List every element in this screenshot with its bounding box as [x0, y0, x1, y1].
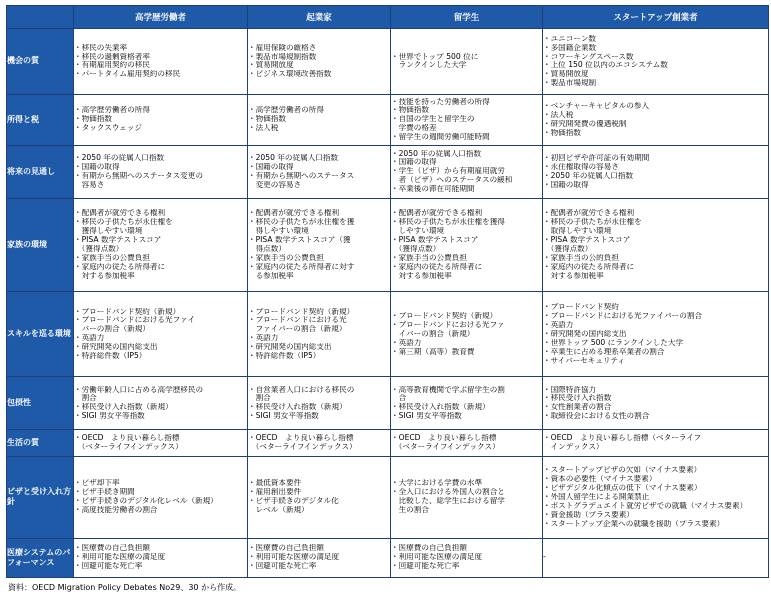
- table-cell: [543, 29, 769, 95]
- cell-item: ・医療費の自己負担額: [391, 544, 467, 553]
- table-cell: [391, 538, 543, 577]
- cell-item: ・第三期（高等）教育費: [391, 347, 475, 356]
- cell-item: ・世界でトップ 500 位に: [391, 52, 479, 61]
- table-cell: [74, 430, 248, 457]
- table-cell: [543, 292, 769, 377]
- cell-item: 容易さ: [74, 180, 105, 189]
- cell-item: ランクインした大学: [391, 61, 467, 70]
- cell-item: ・ブロードバンドにおける光: [248, 316, 347, 325]
- cell-item: ・ビジネス環境改善指数: [248, 70, 332, 79]
- cell-item: ・有期雇用契約の移民: [74, 61, 150, 70]
- cell-item: ・英語力: [543, 320, 574, 329]
- cell-item: ・ポストグラデュエイト就労ビザでの就職（マイナス要素）: [543, 501, 748, 510]
- row-header: 生活の質: [7, 430, 74, 457]
- cell-item: ・研究開発の国内総支出: [248, 343, 332, 352]
- cell-item: ・高等教育機関で学ぶ留学生の割: [391, 385, 505, 394]
- row-header: 医療システムのパフォーマンス: [7, 538, 74, 577]
- cell-item: ・回避可能な死亡率: [391, 562, 460, 571]
- row-header: 包摂性: [7, 377, 74, 430]
- cell-item: ・配偶者が就労できる権利: [543, 209, 635, 218]
- cell-item: ・ビザデジタル化傾点の低下（マイナス要素）: [543, 483, 702, 492]
- table-cell: [248, 292, 391, 377]
- cell-item: ・留学生の週間労働可能時間: [391, 133, 490, 142]
- cell-item: ・スタートアップビザの欠如（マイナス要素）: [543, 466, 702, 475]
- cell-item: ・研究開発費の優遇税制: [543, 119, 627, 128]
- table-row: [7, 94, 769, 145]
- cell-item: ・学生（ビザ）から有期雇用就労: [391, 167, 505, 176]
- cell-item: 学費の格差: [391, 124, 437, 133]
- cell-item: ・研究開発の国内総支出: [74, 343, 158, 352]
- cell-item: 対する参加税率: [543, 271, 604, 280]
- cell-item: ・製品市場規制指数: [248, 52, 317, 61]
- cell-item: ・卒業後の滞在可能期間: [391, 185, 475, 194]
- table-cell: [74, 198, 248, 291]
- table-cell: [74, 145, 248, 198]
- cell-item: ・家庭内の従たる所得者に: [543, 262, 635, 271]
- column-header: スタートアップ創業者: [543, 6, 769, 29]
- cell-item: ・家庭内の従たる所得者に対す: [248, 262, 355, 271]
- cell-item: （ベターライフインデックス）: [391, 443, 500, 452]
- table-cell: [543, 94, 769, 145]
- cell-item: ・特許総件数（IP5）: [248, 352, 321, 361]
- cell-item: ・コワーキングスペース数: [543, 52, 634, 61]
- cell-item: ・OECD より良い暮らし指標: [248, 434, 354, 443]
- table-row: [7, 456, 769, 538]
- cell-item: ・スタートアップ企業への就職を援助（プラス要素）: [543, 519, 725, 528]
- cell-item: ・タックスウェッジ: [74, 124, 142, 133]
- row-header: ビザと受け入れ方針: [7, 456, 74, 538]
- cell-item: 対する参加税率: [391, 271, 452, 280]
- cell-item: ・初回ビザや許可証の有効期間: [543, 154, 650, 163]
- cell-item: ファイバーの割合（新規）: [248, 325, 347, 334]
- cell-item: ・家族手当の公費負担: [74, 254, 150, 263]
- cell-item: ・家庭内の従たる所得者に: [74, 262, 166, 271]
- cell-item: ・国籍の取得: [391, 158, 437, 167]
- cell-item: ・2050 年の従属人口指数: [391, 149, 482, 158]
- table-row: [7, 145, 769, 198]
- cell-item: 割合: [248, 394, 271, 403]
- comparison-table: [6, 5, 769, 578]
- cell-item: ・貿易開放度: [248, 61, 294, 70]
- cell-item: ・取締役会における女性の割合: [543, 412, 650, 421]
- table-cell: [248, 456, 391, 538]
- table-cell: [543, 456, 769, 538]
- cell-item: ・上位 150 位以内のエコシステム数: [543, 61, 668, 70]
- table-cell: [391, 145, 543, 198]
- header-row: [7, 6, 769, 29]
- cell-item: 獲得しやすい環境: [74, 227, 143, 236]
- cell-item: ・移民の子供たちが永住権を獲得: [391, 218, 505, 227]
- cell-item: ・資本の必要性（マイナス要素）: [543, 475, 657, 484]
- row-header: 家族の環境: [7, 198, 74, 291]
- cell-item: ・物価指数: [543, 128, 581, 137]
- table-cell: [543, 145, 769, 198]
- table-cell: [391, 29, 543, 95]
- cell-item: ・ビザ手続きのデジタル化レベル（新規）: [74, 497, 218, 506]
- cell-item: ・SIGI 男女平等指数: [74, 412, 145, 421]
- cell-item: ・国籍の取得: [248, 162, 294, 171]
- cell-item: ・ブロードバンドにおける光ファイバーの割合: [543, 312, 703, 321]
- cell-item: ・外国人留学生による開業禁止: [543, 492, 650, 501]
- cell-item: ・医療費の自己負担額: [74, 544, 150, 553]
- cell-item: ・雇用創出要件: [248, 488, 302, 497]
- cell-item: ・2050 年の従属人口指数: [74, 154, 165, 163]
- cell-item: しやすい環境: [391, 227, 445, 236]
- table-row: [7, 29, 769, 95]
- cell-item: ・利用可能な医療の満足度: [391, 553, 483, 562]
- cell-item: ・自国の学生と留学生の: [391, 115, 475, 124]
- column-header: 起業家: [248, 6, 391, 29]
- table-cell: [391, 377, 543, 430]
- cell-item: ・家族手当の公費負担: [248, 254, 324, 263]
- cell-item: 者（ビザ）へのステータスの緩和: [391, 176, 513, 185]
- cell-item: ・高学歴労働者の所得: [74, 106, 150, 115]
- cell-item: ・ビザ手続きのデジタル化: [248, 497, 339, 506]
- table-cell: [391, 456, 543, 538]
- table-cell: [391, 94, 543, 145]
- table-cell: [74, 29, 248, 95]
- cell-item: ・2050 年の従属人口指数: [248, 154, 339, 163]
- cell-item: ・ブロードバンド契約（新規）: [391, 312, 498, 321]
- cell-item: ・PISA 数学テストスコア: [543, 236, 631, 245]
- cell-item: ・OECD より良い暮らし指標: [391, 434, 497, 443]
- cell-item: ・貿易開放度: [543, 70, 589, 79]
- cell-item: ・家族手当の公費負担: [391, 254, 467, 263]
- cell-item: ・2050 年の従属人口指数: [543, 171, 634, 180]
- cell-item: 得しやすい環境: [248, 227, 309, 236]
- table-cell: [248, 377, 391, 430]
- cell-item: ・PISA 数学テストスコア: [391, 236, 479, 245]
- row-header: 機会の質: [7, 29, 74, 95]
- cell-item: ・移民の過剰資格者率: [74, 52, 150, 61]
- cell-item: ・有期から無期へのステータス: [248, 171, 355, 180]
- table-cell: [248, 94, 391, 145]
- cell-item: ・移民の子供たちが永住権を: [74, 218, 173, 227]
- cell-item: ・自営業者人口における移民の: [248, 385, 355, 394]
- cell-item: ・サイバーセキュリティ: [543, 356, 625, 365]
- cell-item: （ベターライフインデックス）: [74, 443, 183, 452]
- cell-item: ・移民の子供たちが永住権を獲: [248, 218, 355, 227]
- cell-item: ・移民受け入れ指数（新規）: [391, 403, 490, 412]
- table-row: [7, 430, 769, 457]
- cell-item: 取得しやすい環境: [543, 227, 612, 236]
- cell-item: ・利用可能な医療の満足度: [74, 553, 166, 562]
- cell-item: ・移民受け入れ指数: [543, 394, 612, 403]
- table-row: [7, 377, 769, 430]
- table-cell: [74, 456, 248, 538]
- cell-item: ・卒業生に占める理系卒業者の割合: [543, 347, 665, 356]
- cell-item: （獲得点数）: [391, 245, 441, 254]
- cell-item: ・配偶者が就労できる権利: [391, 209, 483, 218]
- cell-item: ・国籍の取得: [543, 180, 589, 189]
- cell-item: ・利用可能な医療の満足度: [248, 553, 340, 562]
- table-cell: [248, 430, 391, 457]
- cell-item: ・OECD より良い暮らし指標: [74, 434, 180, 443]
- table-cell: [74, 377, 248, 430]
- cell-item: ・OECD より良い暮らし指標（ベターライフ: [543, 434, 702, 443]
- row-header: 所得と税: [7, 94, 74, 145]
- cell-item: バーの割合（新規）: [74, 325, 150, 334]
- cell-item: ・ビザ却下率: [74, 479, 120, 488]
- cell-item: ・永住権取得の容易さ: [543, 162, 619, 171]
- cell-item: ・家族手当の公的負担: [543, 254, 619, 263]
- cell-item: ・特許総件数（IP5）: [74, 352, 147, 361]
- cell-item: -: [543, 553, 546, 562]
- table-row: [7, 198, 769, 291]
- cell-item: ・ブロードバンドにおける光ファ: [391, 320, 505, 329]
- cell-item: ・法人税: [543, 110, 574, 119]
- cell-item: 対する参加税率: [74, 271, 135, 280]
- cell-item: ・配偶者が就労できる権利: [248, 209, 340, 218]
- table-cell: [74, 292, 248, 377]
- cell-item: ・女性創業者の割合: [543, 403, 612, 412]
- cell-item: ・研究開発の国内総支出: [543, 329, 627, 338]
- cell-item: ・ブロードバンド契約: [543, 303, 619, 312]
- table-cell: [543, 377, 769, 430]
- cell-item: 得点数）: [248, 245, 286, 254]
- table-cell: [543, 538, 769, 577]
- cell-item: ・国際特許協力: [543, 385, 597, 394]
- cell-item: ・ブロードバンドにおける光ファイ: [74, 316, 196, 325]
- cell-item: ・有期から無期へのステータス変更の: [74, 171, 203, 180]
- table-cell: [543, 430, 769, 457]
- cell-item: ・家庭内の従たる所得者に: [391, 262, 483, 271]
- cell-item: レベル（新規）: [248, 506, 309, 515]
- table-cell: [74, 94, 248, 145]
- cell-item: ・ベンチャーキャピタルの参入: [543, 102, 650, 110]
- cell-item: ・医療費の自己負担額: [248, 544, 324, 553]
- cell-item: インデックス）: [543, 443, 604, 452]
- cell-item: ・製品市場規制: [543, 79, 597, 88]
- cell-item: ・ブロードバンド契約（新規）: [74, 307, 181, 316]
- table-cell: [391, 292, 543, 377]
- table-cell: [248, 29, 391, 95]
- cell-item: ・法人税: [248, 124, 279, 133]
- cell-item: ・国籍の取得: [74, 162, 120, 171]
- cell-item: ・PISA 数学テストスコア（獲: [248, 236, 351, 245]
- corner-cell: [7, 6, 74, 29]
- cell-item: ・配偶者が就労できる権利: [74, 209, 166, 218]
- table-cell: [543, 198, 769, 291]
- cell-item: ・大学における学費の水準: [391, 479, 483, 488]
- cell-item: ・ブロードバンド契約（新規）: [248, 307, 355, 316]
- table-cell: [74, 538, 248, 577]
- cell-item: ・英語力: [391, 338, 422, 347]
- cell-item: 生の割合: [391, 506, 429, 515]
- cell-item: 割合: [74, 394, 97, 403]
- cell-item: イバーの割合（新規）: [391, 329, 475, 338]
- cell-item: ・パートタイム雇用契約の移民: [74, 70, 181, 79]
- cell-item: ・物価指数: [391, 106, 429, 115]
- cell-item: ・移民の子供たちが永住権を: [543, 218, 642, 227]
- cell-item: ・多国籍企業数: [543, 43, 597, 52]
- cell-item: ・移民受け入れ指数（新規）: [74, 403, 173, 412]
- table-cell: [391, 198, 543, 291]
- cell-item: ・PISA 数学テストスコア: [74, 236, 162, 245]
- table-row: [7, 292, 769, 377]
- cell-item: 合: [391, 394, 407, 403]
- cell-item: （獲得点数）: [543, 245, 593, 254]
- table-cell: [248, 198, 391, 291]
- column-header: 留学生: [391, 6, 543, 29]
- cell-item: 変更の容易さ: [248, 180, 302, 189]
- cell-item: ・資金援助（プラス要素）: [543, 510, 634, 519]
- cell-item: ・最低資本要件: [248, 479, 302, 488]
- cell-item: ・労働年齢人口に占める高学歴移民の: [74, 385, 204, 394]
- table-cell: [248, 538, 391, 577]
- cell-item: ・物価指数: [74, 115, 112, 124]
- cell-item: ・回避可能な死亡率: [74, 562, 143, 571]
- cell-item: ・技能を持った労働者の所得: [391, 97, 490, 106]
- cell-item: ・SIGI 男女平等指数: [248, 412, 319, 421]
- cell-item: ・世界トップ 500 にランクインした大学: [543, 338, 684, 347]
- cell-item: ・高学歴労働者の所得: [248, 106, 324, 115]
- cell-item: ・英語力: [74, 334, 105, 343]
- cell-item: ・高度技能労働者の割合: [74, 506, 158, 515]
- cell-item: ・雇用保険の厳格さ: [248, 43, 317, 52]
- cell-item: ・回避可能な死亡率: [248, 562, 317, 571]
- cell-item: る参加税率: [248, 271, 294, 280]
- cell-item: （獲得点数）: [74, 245, 124, 254]
- table-cell: [248, 145, 391, 198]
- cell-item: ・ユニコーン数: [543, 34, 597, 43]
- cell-item: ・英語力: [248, 334, 279, 343]
- cell-item: ・移民の失業率: [74, 43, 128, 52]
- cell-item: ・ビザ手続き期間: [74, 488, 135, 497]
- cell-item: ・全入口における外国人の割合と: [391, 488, 505, 497]
- row-header: 将来の見通し: [7, 145, 74, 198]
- cell-item: ・移民受け入れ指数（新規）: [248, 403, 347, 412]
- cell-item: （ベターライフインデックス）: [248, 443, 357, 452]
- cell-item: ・物価指数: [248, 115, 286, 124]
- table-row: [7, 538, 769, 577]
- column-header: 高学歴労働者: [74, 6, 248, 29]
- table-cell: [391, 430, 543, 457]
- cell-item: 比較した、総学生における留学: [391, 497, 505, 506]
- cell-item: ・SIGI 男女平等指数: [391, 412, 462, 421]
- row-header: スキルを巡る環境: [7, 292, 74, 377]
- source-note: 資料：OECD Migration Policy Debates No29、30 から作成。: [8, 583, 242, 592]
